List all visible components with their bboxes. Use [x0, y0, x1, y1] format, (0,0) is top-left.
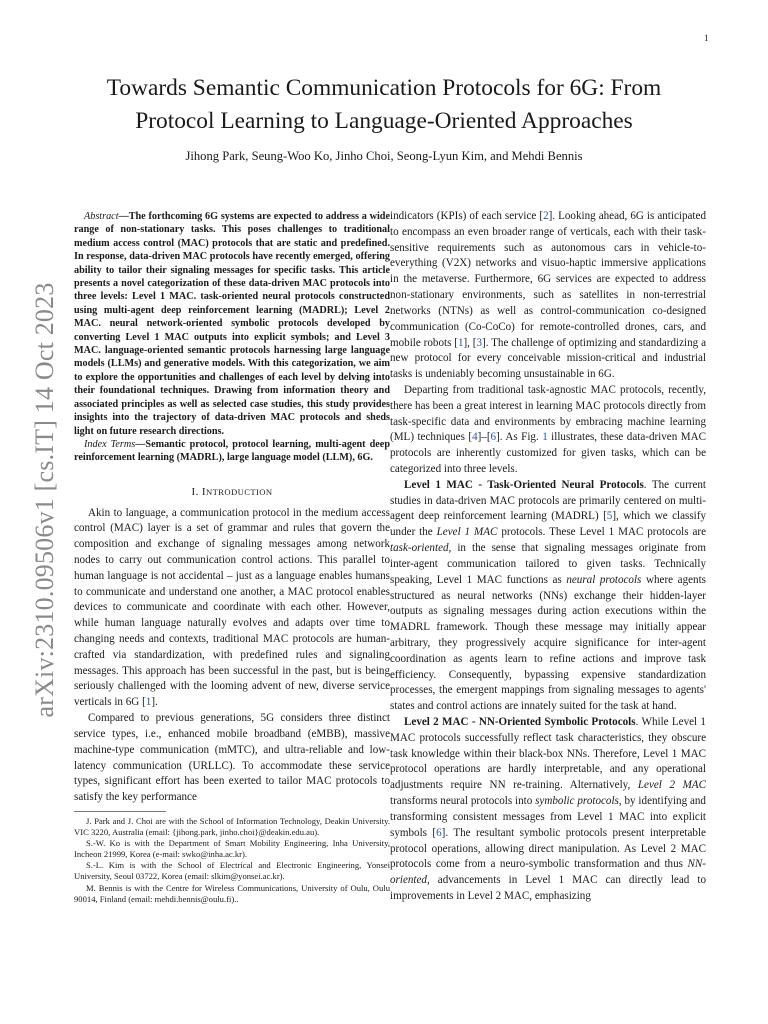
- level2-heading: Level 2 MAC - NN-Oriented Symbolic Protocols: [404, 716, 636, 728]
- level1-heading: Level 1 MAC - Task-Oriented Neural Protocols: [404, 478, 644, 491]
- rp3-b: ], which we classify under the: [390, 510, 706, 539]
- rp4-d: ]. The resultant symbolic protocols present interpretable protocol operations, allowing direct manipulation. As Level 2 MAC protocols come from a neuro-symbolic transformation and thus: [390, 826, 706, 871]
- intro-paragraph-2: Compared to previous generations, 5G considers three distinct service types, i.e., enhanced mobile broadband (eMBB), massive machine-type communication (mMTC), and ultra-reliable and low-latency communication (URLLC). To accommodate these service types, significant effort has been exerted to tailor MAC protocols to satisfy the key performance: [74, 712, 390, 804]
- rp1-c: ], [: [463, 336, 477, 349]
- citation-link[interactable]: 5: [606, 510, 613, 523]
- rp3-italic: Level 1 MAC: [436, 526, 498, 539]
- title-line-1: Towards Semantic Communication Protocols for 6G: From: [106, 75, 662, 101]
- citation-link[interactable]: 1: [145, 696, 152, 709]
- index-terms-label: Index Terms: [84, 438, 136, 450]
- rp2-b: ]. As Fig.: [496, 431, 543, 444]
- intro-paragraph-1: [74, 506, 390, 712]
- title-line-2: Protocol Learning to Language-Oriented Approaches: [135, 108, 633, 134]
- citation-link[interactable]: 6: [436, 826, 442, 839]
- citation-link[interactable]: 6: [490, 431, 497, 444]
- citation-link[interactable]: 1: [457, 336, 464, 349]
- index-terms-text: —Semantic protocol, protocol learning, multi-agent deep reinforcement learning (MADRL), large language model (LLM), 6G.: [74, 438, 390, 464]
- author-list: Jihong Park, Seung-Woo Ko, Jinho Choi, Seong-Lyun Kim, and Mehdi Bennis: [185, 149, 583, 163]
- left-column: [74, 210, 390, 905]
- rp4-italic: symbolic protocols: [535, 795, 619, 808]
- rp3-d: , in the sense that signaling messages originate from inter-agent communication tailored to given tasks. Technically speaking, Level 1 MAC functions as: [390, 542, 706, 586]
- right-paragraph-3: [390, 478, 706, 715]
- footnote-affiliation: M. Bennis is with the Centre for Wireless Communications, University of Oulu, Oulu 90014, Finland (email: mehdi.bennis@oulu.fi)..: [74, 882, 390, 904]
- footnote-divider: [74, 811, 166, 812]
- rp1-d: ]. The challenge of optimizing and standardizing a new protocol for every conceivable mission-critical and industrial tasks is undeniably becoming unsustainable in 6G.: [390, 336, 706, 381]
- index-terms: [74, 438, 390, 465]
- section-initial: I: [201, 485, 206, 498]
- footnote-affiliation: S.-L. Kim is with the School of Electrical and Electronic Engineering, Yonsei University, Seoul 03722, Korea (email: slkim@yonsei.ac.kr).: [74, 860, 390, 882]
- section-heading-introduction: [74, 485, 390, 501]
- rp3-a: . The current studies in data-driven MAC protocols are primarily centered on multi-agent deep reinforcement learning (MADRL) [: [390, 478, 707, 523]
- abstract-label: Abstract: [84, 211, 119, 222]
- section-title-rest: NTRODUCTION: [205, 486, 273, 497]
- figure-link[interactable]: 1: [542, 431, 548, 444]
- citation-link[interactable]: 4: [472, 431, 478, 444]
- footnote-affiliation: J. Park and J. Choi are with the School of Information Technology, Deakin University. VIC 3220, Australia (email: {jihong.park, jinho.choi}@deakin.edu.au).: [74, 815, 390, 838]
- rp4-italic: NN-oriented: [390, 858, 706, 887]
- abstract: [74, 210, 390, 438]
- section-numeral: I.: [191, 485, 202, 498]
- intro-p1-end: ].: [151, 696, 158, 709]
- rp3-c: protocols. These Level 1 MAC protocols are: [497, 526, 706, 539]
- rp1-a: indicators (KPIs) of each service [: [390, 210, 544, 222]
- rp3-italic: task-oriented: [390, 542, 449, 555]
- paper-title: [40, 72, 728, 138]
- footnote-affiliation: S.-W. Ko is with the Department of Smart Mobility Engineering, Inha University, Incheon 21999, Korea (e-mail: swko@inha.ac.kr).: [74, 838, 390, 860]
- page-number: 1: [704, 33, 709, 43]
- right-paragraph-4: [390, 715, 706, 905]
- rp4-b: transforms neural protocols into: [390, 795, 536, 808]
- rp4-italic: Level 2 MAC: [637, 779, 706, 792]
- rp3-e: where agents structured as neural networks (NNs) exchange their hidden-layer outputs as signaling messages during action executions within the MADRL framework. Though these message may initially appear arbitrary, they progressively acquire significance for inter-agent coordination as agents learn to refine actions and improve task efficiency. Consequently, bypassing expensive standardization processes, the emergent mappings from signaling messages to agents' states and control actions are innately suited for the task at hand.: [390, 573, 706, 713]
- arxiv-watermark: arXiv:2310.09506v1 [cs.IT] 14 Oct 2023: [30, 282, 59, 718]
- rp4-a: . While Level 1 MAC protocols successfully reflect task characteristics, they obscure task knowledge within their black-box NNs. Therefore, Level 1 MAC protocol operations are hardly interpretable, and any operational adjustments require NN re-training. Alternatively,: [390, 716, 706, 792]
- right-paragraph-2: [390, 383, 706, 478]
- rp1-b: ]. Looking ahead, 6G is anticipated to encompass an even broader range of verticals, each with their task-sensitive requirements such as autonomous cars in vehicle-to-everything (V2X) networks and visuo-haptic immersive applications in the metaverse. Furthermore, 6G services are expected to address non-stationary environments, such as satellites in non-terrestrial networks (NTNs) as well as control-communication co-designed communication (Co-CoCo) for remote-controlled drones, cars, and mobile robots [: [390, 210, 706, 349]
- rp2-dash: ]–[: [477, 431, 491, 444]
- intro-p1-text: Akin to language, a communication protocol in the medium access control (MAC) layer is a set of grammar and rules that govern the composition and exchange of signaling messages among network nodes to carry out communication control actions. This parallel to human language is not accidental – just as a language enables humans to communicate and understand one another, a MAC protocol enables devices to communicate and coordinate with each other. However, while human language naturally evolves and adapts over time to changing needs and contexts, traditional MAC protocols are human-crafted via standardization, with predefined rules and signaling messages. This approach has been successful in the past, but is being seriously challenged with the looming advent of new, diverse service verticals in 6G [: [74, 506, 390, 709]
- right-column: [390, 209, 706, 905]
- abstract-text: —The forthcoming 6G systems are expected to address a wide range of non-stationary tasks. This poses challenges to traditional medium access control (MAC) protocols that are static and predefined. In response, data-driven MAC protocols have recently emerged, offering ability to tailor their signaling messages for specific tasks. This article presents a novel categorization of these data-driven MAC protocols into three levels: Level 1 MAC. task-oriented neural protocols constructed using multi-agent deep reinforcement learning (MADRL); Level 2 MAC. neural network-oriented symbolic protocols developed by converting Level 1 MAC outputs into explicit symbols; and Level 3 MAC. language-oriented semantic protocols harnessing large language models (LLMs) and generative models. With this categorization, we aim to explore the opportunities and challenges of each level by delving into their foundational techniques. Drawing from information theory and associated principles as well as selected case studies, this study provides insights into the trajectory of data-driven MAC protocols and sheds light on future research directions.: [74, 211, 390, 437]
- rp4-e: , advancements in Level 1 MAC can directly lead to improvements in Level 2 MAC, emphasizing: [390, 874, 706, 902]
- right-paragraph-1: [390, 209, 706, 383]
- rp3-italic: neural protocols: [566, 573, 642, 586]
- citation-link[interactable]: 3: [476, 336, 483, 349]
- citation-link[interactable]: 2: [543, 210, 549, 222]
- rp2-a: Departing from traditional task-agnostic MAC protocols, recently, there has been a great interest in learning MAC protocols directly from task-specific data and environments by embracing machine learning (ML) techniques [: [390, 383, 706, 444]
- rp4-c: , by identifying and transforming consistent messages from Level 1 MAC into explicit symbols [: [390, 795, 706, 839]
- rp2-c: illustrates, these data-driven MAC protocols are inherently customized for given tasks, which can be categorized into three levels.: [390, 431, 706, 475]
